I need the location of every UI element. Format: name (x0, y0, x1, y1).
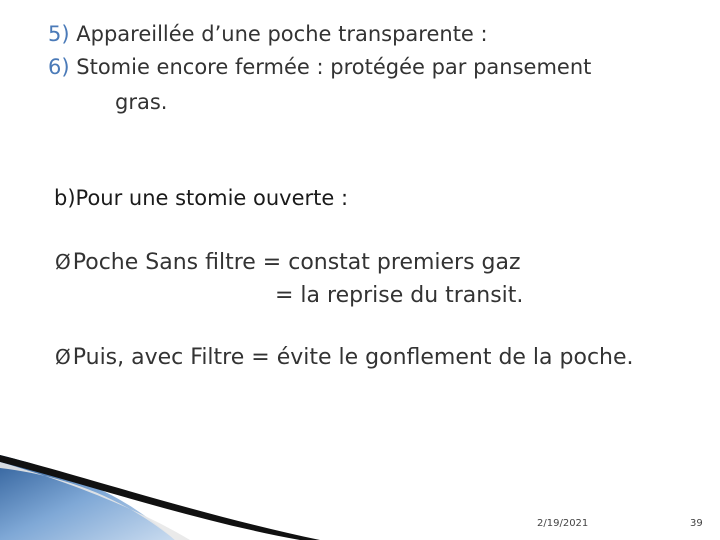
page-number: 39 (690, 518, 703, 529)
bullet-item-2 (55, 345, 634, 370)
bullet-text: = constat premiers gaz (262, 250, 521, 275)
bullet-item-1 (55, 250, 521, 275)
bullet-label: Poche Sans filtre (72, 250, 256, 275)
list-item-text: Stomie encore fermée : protégée par pansement (76, 55, 592, 79)
list-number: 5) (48, 22, 70, 46)
list-item-6 (48, 55, 591, 79)
list-item-6-continuation: gras. (115, 90, 168, 114)
list-item-5 (48, 22, 488, 46)
footer-date: 2/19/2021 (537, 518, 589, 529)
arrow-bullet-icon: Ø (55, 250, 71, 274)
bullet-label: Puis, avec Filtre (72, 345, 245, 370)
list-number: 6) (48, 55, 70, 79)
bullet-item-1-continuation: = la reprise du transit. (275, 283, 524, 308)
decorative-wave-graphic (0, 430, 320, 540)
arrow-bullet-icon: Ø (55, 345, 71, 369)
list-item-text: Appareillée d’une poche transparente : (76, 22, 488, 46)
bullet-text: = évite le gonflement de la poche. (251, 345, 634, 370)
section-heading: b)Pour une stomie ouverte : (54, 186, 349, 210)
